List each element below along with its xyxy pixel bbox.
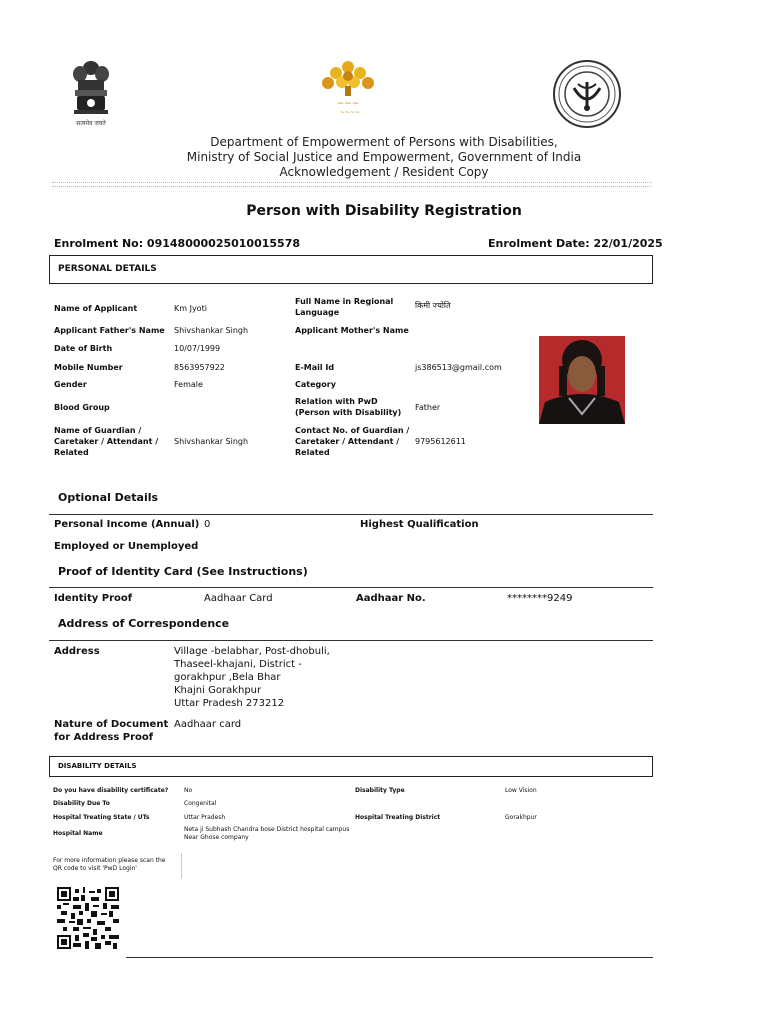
hospital-name-label: Hospital Name xyxy=(53,830,103,837)
acknowledgement-line: Acknowledgement / Resident Copy xyxy=(279,165,489,179)
blood-group-label: Blood Group xyxy=(54,403,110,412)
qr-divider xyxy=(181,853,182,879)
disability-due-value: Congenital xyxy=(184,800,217,807)
disability-type-label: Disability Type xyxy=(355,787,405,794)
hospital-state-value: Uttar Pradesh xyxy=(184,814,226,821)
mobile-label: Mobile Number xyxy=(54,363,123,372)
header-divider-2 xyxy=(52,186,652,187)
hospital-name-value xyxy=(184,826,349,842)
qr-note: For more information please scan the QR code to visit 'PwD Login' xyxy=(53,857,166,872)
email-value: js386513@gmail.com xyxy=(415,363,502,372)
svg-text:~~~: ~~~ xyxy=(336,99,360,109)
identity-proof-value: Aadhaar Card xyxy=(204,593,273,604)
identity-proof-label: Identity Proof xyxy=(54,593,133,604)
disability-details-heading xyxy=(49,756,653,777)
identity-proof-heading: Proof of Identity Card (See Instructions) xyxy=(58,565,308,578)
guardian-value: Shivshankar Singh xyxy=(174,437,249,446)
applicant-photo xyxy=(539,336,625,424)
mobile-value: 8563957922 xyxy=(174,363,225,372)
svg-text:~~~~: ~~~~ xyxy=(339,109,361,116)
department-line: Department of Empowerment of Persons with Disabilities, xyxy=(210,135,558,149)
address-label: Address xyxy=(54,646,100,657)
disability-type-value: Low Vision xyxy=(505,787,537,794)
income-label: Personal Income (Annual) xyxy=(54,519,200,530)
relation-label: Relation with PwD (Person with Disability) xyxy=(295,397,402,417)
address-line: Village -belabhar, Post-dhobuli, xyxy=(174,646,330,657)
up-government-seal xyxy=(552,58,622,130)
address-line: Uttar Pradesh 273212 xyxy=(174,698,285,709)
qualification-label: Highest Qualification xyxy=(360,519,479,530)
ministry-line: Ministry of Social Justice and Empowerment, Government of India xyxy=(186,150,582,164)
address-heading: Address of Correspondence xyxy=(58,617,230,630)
relation-value: Father xyxy=(415,403,441,412)
footer-rule xyxy=(126,957,653,958)
dob-label: Date of Birth xyxy=(54,344,113,353)
father-name-value: Shivshankar Singh xyxy=(174,326,249,335)
header-divider xyxy=(52,182,652,183)
aadhaar-number-value: ********9249 xyxy=(507,593,573,604)
gender-value: Female xyxy=(174,380,203,389)
page-title: Person with Disability Registration xyxy=(246,203,522,219)
name-label: Name of Applicant xyxy=(54,304,138,313)
personal-details-heading xyxy=(49,255,653,284)
enrolment-number: Enrolment No: 09148000025010015578 xyxy=(54,237,301,250)
emblem-caption: सत्यमेव जयते xyxy=(76,120,106,127)
name-value: Km Jyoti xyxy=(174,304,207,313)
hospital-district-value: Gorakhpur xyxy=(505,814,537,821)
father-name-label: Applicant Father's Name xyxy=(54,326,165,335)
address-line: Khajni Gorakhpur xyxy=(174,685,262,696)
regional-name-label: Full Name in Regional Language xyxy=(295,297,394,317)
guardian-label: Name of Guardian / Caretaker / Attendant / Related xyxy=(54,426,159,457)
hospital-district-label: Hospital Treating District xyxy=(355,814,441,821)
identity-proof-rule xyxy=(49,587,653,588)
aadhaar-number-label: Aadhaar No. xyxy=(356,593,426,604)
address-proof-value: Aadhaar card xyxy=(174,719,242,730)
sugamya-logo xyxy=(316,58,380,116)
enrolment-date: Enrolment Date: 22/01/2025 xyxy=(488,237,663,250)
hospital-name-line: Neta ji Subhash Chandra bose District hospital campus xyxy=(184,826,350,833)
disability-details-heading-text: DISABILITY DETAILS xyxy=(58,762,137,770)
address-proof-label: Nature of Document for Address Proof xyxy=(54,719,169,743)
guardian-contact-label: Contact No. of Guardian / Caretaker / Attendant / Related xyxy=(295,426,410,457)
qr-code[interactable] xyxy=(57,887,119,949)
dob-value: 10/07/1999 xyxy=(174,344,221,353)
national-emblem xyxy=(66,56,116,130)
hospital-state-label: Hospital Treating State / UTs xyxy=(53,814,150,821)
address-rule xyxy=(49,640,653,641)
guardian-contact-value: 9795612611 xyxy=(415,437,466,446)
hospital-name-line: Near Ghose company xyxy=(184,834,249,841)
disability-due-label: Disability Due To xyxy=(53,800,110,807)
certificate-label: Do you have disability certificate? xyxy=(53,787,169,794)
regional-name-value: किमी ज्योति xyxy=(415,301,451,310)
email-label: E-Mail Id xyxy=(295,363,335,372)
personal-details-heading-text: PERSONAL DETAILS xyxy=(58,264,157,274)
gender-label: Gender xyxy=(54,380,87,389)
address-value xyxy=(174,645,330,710)
address-line: Thaseel-khajani, District - xyxy=(174,659,302,670)
optional-details-heading: Optional Details xyxy=(58,491,159,504)
category-label: Category xyxy=(295,380,336,389)
address-line: gorakhpur ,Bela Bhar xyxy=(174,672,281,683)
certificate-value: No xyxy=(184,787,193,794)
mother-name-label: Applicant Mother's Name xyxy=(295,326,409,335)
income-value: 0 xyxy=(204,519,211,530)
optional-details-rule xyxy=(49,514,653,515)
employment-label: Employed or Unemployed xyxy=(54,541,199,552)
